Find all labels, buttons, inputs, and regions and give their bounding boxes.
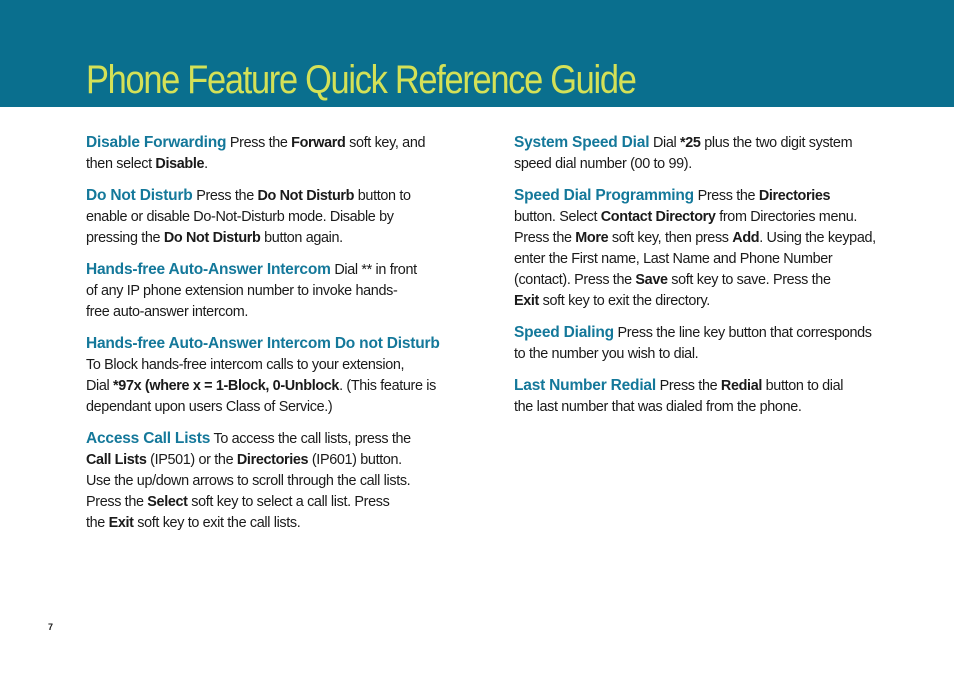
bold-text: Call Lists (86, 452, 147, 468)
bold-text: More (575, 230, 609, 246)
text: the (86, 515, 109, 531)
heading-last-number-redial: Last Number Redial (514, 377, 656, 394)
text: from Directories menu. (715, 209, 858, 225)
text: Use the up/down arrows to scroll through the call lists. (86, 473, 411, 489)
bold-text: Exit (108, 515, 134, 531)
page-number: 7 (48, 622, 54, 632)
text: Press the (226, 135, 292, 151)
entry-last-number-redial (514, 375, 894, 418)
text: then select (86, 156, 156, 172)
text: Press the (693, 188, 759, 204)
heading-do-not-disturb: Do Not Disturb (86, 187, 193, 204)
text: enable or disable Do-Not-Disturb mode. Disable by (86, 209, 394, 225)
entry-system-speed-dial (514, 132, 894, 175)
entry-speed-dial-programming (514, 185, 894, 312)
text: to the number you wish to dial. (514, 346, 699, 362)
text: Press the (192, 188, 258, 204)
text: soft key to exit the directory. (539, 293, 710, 309)
text: button to (354, 188, 411, 204)
text: To Block hands-free intercom calls to your extension, (86, 357, 405, 373)
bold-text: *97x (where x = 1-Block, 0-Unblock (113, 378, 340, 394)
page-title: Phone Feature Quick Reference Guide (86, 58, 636, 102)
text: button again. (260, 230, 343, 246)
heading-handsfree-intercom: Hands-free Auto-Answer Intercom (86, 261, 331, 278)
bold-text: Forward (291, 135, 346, 151)
text: . Using the keypad, (759, 230, 876, 246)
text: Dial ** in front (330, 262, 417, 278)
text: Press the (86, 494, 148, 510)
bold-text: Select (147, 494, 188, 510)
bold-text: Contact Directory (600, 209, 716, 225)
text: pressing the (86, 230, 164, 246)
text: button to dial (762, 378, 844, 394)
bold-text: Exit (514, 293, 539, 309)
text: of any IP phone extension number to invoke hands- (86, 283, 398, 299)
text: Dial (649, 135, 680, 151)
text: dependant upon users Class of Service.) (86, 399, 333, 415)
heading-access-call-lists: Access Call Lists (86, 430, 211, 447)
heading-speed-dial-programming: Speed Dial Programming (514, 187, 694, 204)
text: Press the (655, 378, 721, 394)
bold-text: Save (635, 272, 668, 288)
text: (IP501) or the (146, 452, 237, 468)
bold-text: *25 (680, 135, 701, 151)
heading-speed-dialing: Speed Dialing (514, 324, 614, 341)
text: free auto-answer intercom. (86, 304, 249, 320)
entry-speed-dialing (514, 322, 894, 365)
text: (contact). Press the (514, 272, 636, 288)
text: soft key to exit the call lists. (133, 515, 301, 531)
text: soft key, and (345, 135, 426, 151)
text: . (204, 156, 208, 172)
text: speed dial number (00 to 99). (514, 156, 692, 172)
text: Press the line key button that corresponds (613, 325, 872, 341)
text: plus the two digit system (700, 135, 853, 151)
text: (IP601) button. (308, 452, 402, 468)
entry-do-not-disturb (86, 185, 446, 249)
entry-disable-forwarding (86, 132, 446, 175)
bold-text: Do Not Disturb (163, 230, 261, 246)
text: To access the call lists, press the (210, 431, 411, 447)
text: soft key, then press (608, 230, 733, 246)
bold-text: Redial (720, 378, 762, 394)
bold-text: Directories (758, 188, 831, 204)
text: the last number that was dialed from the phone. (514, 399, 802, 415)
heading-handsfree-dnd: Hands-free Auto-Answer Intercom Do not Disturb (86, 335, 440, 352)
text: soft key to save. Press the (667, 272, 831, 288)
bold-text: Disable (155, 156, 205, 172)
entry-handsfree-dnd (86, 333, 446, 418)
bold-text: Do Not Disturb (257, 188, 355, 204)
heading-disable-forwarding: Disable Forwarding (86, 134, 227, 151)
text: soft key to select a call list. Press (187, 494, 390, 510)
entry-handsfree-intercom (86, 259, 446, 323)
bold-text: Add (732, 230, 760, 246)
right-column (514, 132, 894, 428)
left-column (86, 132, 446, 544)
text: Dial (86, 378, 114, 394)
text: . (This feature is (339, 378, 436, 394)
bold-text: Directories (236, 452, 309, 468)
text: Press the (514, 230, 576, 246)
heading-system-speed-dial: System Speed Dial (514, 134, 650, 151)
text: enter the First name, Last Name and Phone Number (514, 251, 833, 267)
entry-access-call-lists (86, 428, 446, 534)
text: button. Select (514, 209, 601, 225)
